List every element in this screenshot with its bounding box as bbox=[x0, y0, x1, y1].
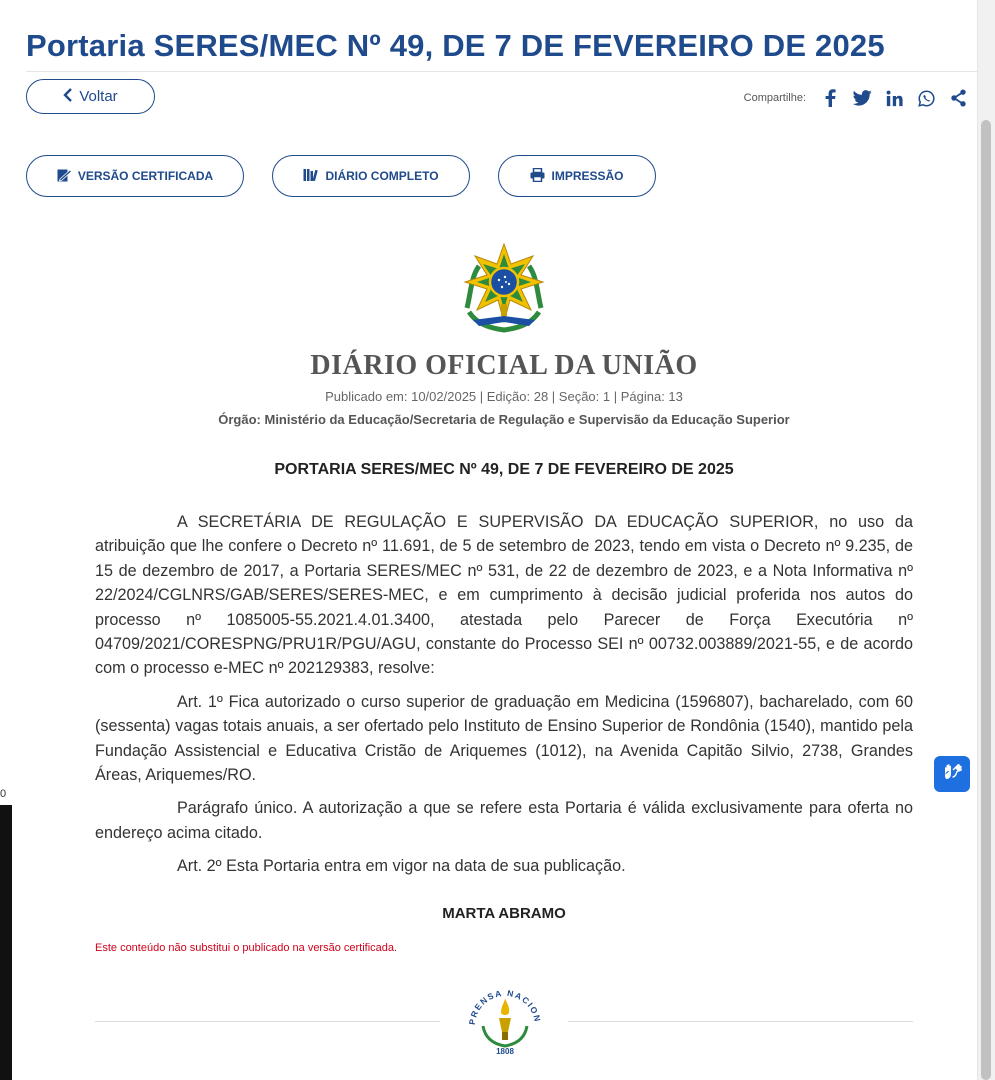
certified-icon bbox=[57, 168, 72, 185]
print-label: IMPRESSÃO bbox=[551, 169, 624, 183]
paragraph: A SECRETÁRIA DE REGULAÇÃO E SUPERVISÃO DA EDUCAÇÃO SUPERIOR, no uso da atribuição que lhe confere o Decreto nº 11.691, de 5 de setembro de 2023, tendo em vista o Decreto nº 9.235, de 15 de dezembro de 2017, a Portaria SERES/MEC nº 531, de 22 de dezembro de 2023, e a Nota Informativa nº 22/2024/CGLNRS/GAB/SERES/SERES-MEC, e em cumprimento à decisão judicial proferida nos autos do processo nº 1085005-55.2021.4.01.3400, atestada pelo Parecer de Força Executória nº 04709/2021/CORESPNG/PRU1R/PGU/AGU, constante do Processo SEI nº 00732.003889/2021-55, e de acordo com o processo e-MEC nº 202129383, resolve: bbox=[95, 513, 913, 678]
seal-text: PRENSA NACION bbox=[466, 987, 543, 1026]
paragraph: Parágrafo único. A autorização a que se refere esta Portaria é válida exclusivamente para oferta no endereço acima citado. bbox=[95, 799, 913, 842]
signer-name: MARTA ABRAMO bbox=[442, 905, 566, 922]
back-button-label: Voltar bbox=[79, 88, 118, 105]
publication-info: Publicado em: 10/02/2025 | Edição: 28 | Seção: 1 | Página: 13 bbox=[325, 389, 683, 404]
page-title: Portaria SERES/MEC Nº 49, DE 7 DE FEVEREIRO DE 2025 bbox=[26, 28, 885, 63]
document-body bbox=[95, 510, 913, 888]
full-journal-label: DIÁRIO COMPLETO bbox=[325, 169, 439, 183]
organ-info: Órgão: Ministério da Educação/Secretaria de Regulação e Supervisão da Educação Superior bbox=[218, 412, 790, 427]
certified-version-button[interactable] bbox=[26, 155, 244, 197]
facebook-icon[interactable] bbox=[820, 88, 840, 108]
scrollbar[interactable] bbox=[977, 0, 995, 1080]
imprensa-nacional-seal bbox=[465, 982, 545, 1056]
publication-title: DIÁRIO OFICIAL DA UNIÃO bbox=[310, 350, 698, 381]
document-actions bbox=[26, 155, 656, 197]
back-button[interactable] bbox=[26, 79, 155, 114]
disclaimer-text: Este conteúdo não substitui o publicado na versão certificada. bbox=[95, 942, 398, 954]
accessibility-libras-button[interactable] bbox=[934, 756, 970, 792]
scrollbar-thumb[interactable] bbox=[981, 120, 991, 1080]
twitter-icon[interactable] bbox=[852, 88, 872, 108]
linkedin-icon[interactable] bbox=[884, 88, 904, 108]
printer-icon bbox=[530, 168, 545, 185]
document-heading: PORTARIA SERES/MEC Nº 49, DE 7 DE FEVEREIRO DE 2025 bbox=[274, 461, 734, 478]
full-journal-button[interactable] bbox=[272, 155, 470, 197]
certified-version-label: VERSÃO CERTIFICADA bbox=[77, 169, 214, 183]
share-icon[interactable] bbox=[948, 88, 968, 108]
footer-divider bbox=[568, 1021, 913, 1022]
sign-language-icon bbox=[941, 761, 963, 788]
seal-year: 1808 bbox=[496, 1047, 514, 1056]
share-bar bbox=[744, 86, 968, 110]
whatsapp-icon[interactable] bbox=[916, 88, 936, 108]
brazil-coat-of-arms bbox=[459, 242, 549, 334]
divider bbox=[26, 71, 978, 72]
side-mark: 0 bbox=[0, 788, 7, 800]
books-icon bbox=[303, 168, 319, 184]
paragraph: Art. 2º Esta Portaria entra em vigor na data de sua publicação. bbox=[177, 857, 626, 876]
share-label: Compartilhe: bbox=[743, 92, 806, 104]
left-edge-panel bbox=[0, 805, 12, 1080]
print-button[interactable] bbox=[498, 155, 656, 197]
footer-divider bbox=[95, 1021, 440, 1022]
chevron-left-icon bbox=[63, 88, 73, 106]
paragraph: Art. 1º Fica autorizado o curso superior de graduação em Medicina (1596807), bacharelado, com 60 (sessenta) vagas totais anuais, a ser ofertado pelo Instituto de Ensino Superior de Rondônia (1540), mantido pela Fundação Assistencial e Educativa Cristão de Ariquemes (1012), na Avenida Capitão Silvio, 2738, Grandes Áreas, Ariquemes/RO. bbox=[95, 692, 913, 785]
